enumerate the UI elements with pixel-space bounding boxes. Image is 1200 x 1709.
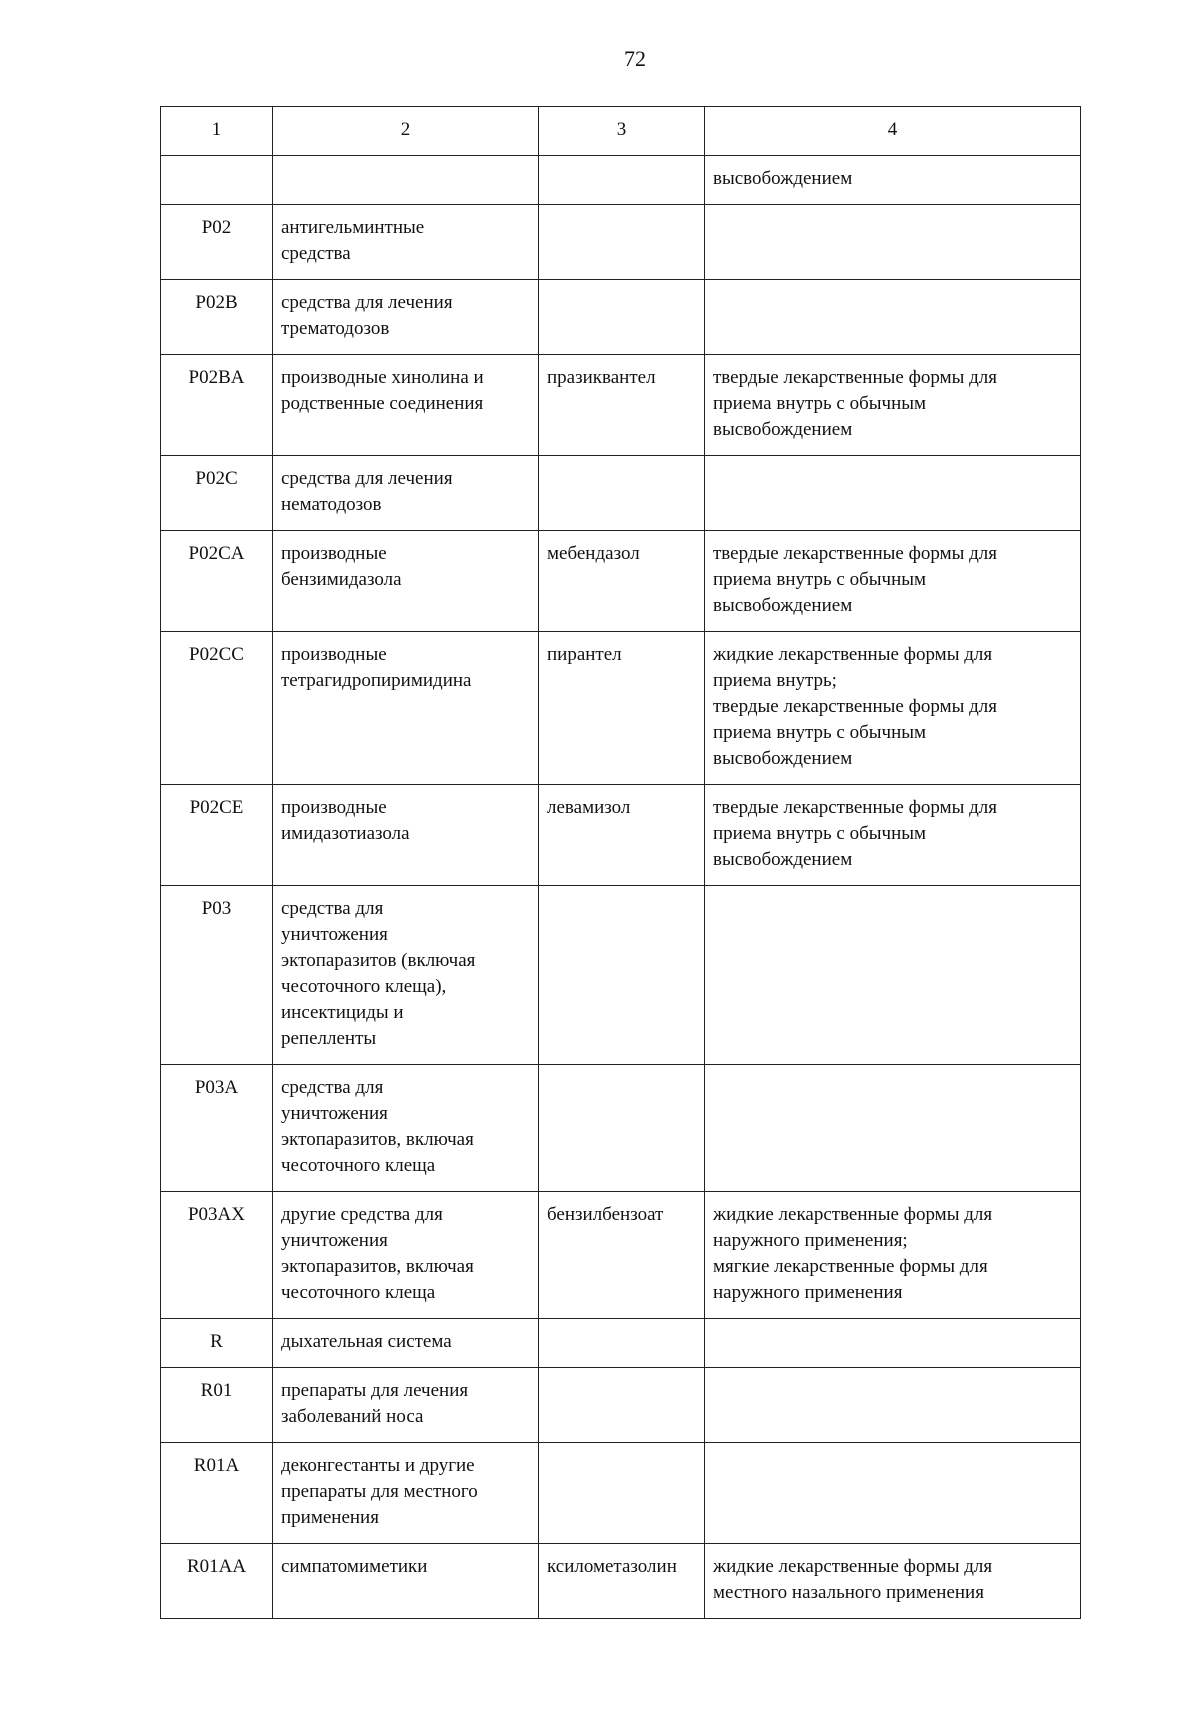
dosage-form-line: твердые лекарственные формы для xyxy=(713,367,998,388)
group-text-line: симпатомиметики xyxy=(281,1556,428,1577)
dosage-forms-cell xyxy=(705,785,1081,886)
group-text-line: применения xyxy=(281,1507,379,1528)
atc-code-cell: R01AA xyxy=(161,1544,273,1619)
header-col-2: 2 xyxy=(273,107,539,156)
group-text-line: чесоточного клеща xyxy=(281,1282,436,1303)
drug-name-cell xyxy=(539,1368,705,1443)
drug-name-cell: ксилометазолин xyxy=(539,1544,705,1619)
atc-code-cell: P02 xyxy=(161,205,273,280)
atc-group-cell xyxy=(273,280,539,355)
group-text-line: другие средства для xyxy=(281,1204,443,1225)
drug-name-cell xyxy=(539,280,705,355)
dosage-form-line: жидкие лекарственные формы для xyxy=(713,644,993,665)
dosage-form-line: высвобождением xyxy=(713,849,853,870)
group-text-line: средства для xyxy=(281,1077,384,1098)
atc-group-cell xyxy=(273,531,539,632)
header-col-4: 4 xyxy=(705,107,1081,156)
atc-group-cell xyxy=(273,355,539,456)
dosage-forms-cell xyxy=(705,1319,1081,1368)
atc-group-cell xyxy=(273,1443,539,1544)
table-row xyxy=(161,785,1081,886)
dosage-form-line: наружного применения xyxy=(713,1282,903,1303)
group-text-line: производные xyxy=(281,644,387,665)
group-text-line: уничтожения xyxy=(281,924,388,945)
group-text-line: препараты для лечения xyxy=(281,1380,469,1401)
group-text-line: нематодозов xyxy=(281,494,382,515)
page-number: 72 xyxy=(624,46,646,71)
dosage-forms-cell xyxy=(705,1368,1081,1443)
table-row xyxy=(161,1544,1081,1619)
atc-code-cell: P02C xyxy=(161,456,273,531)
header-col-1: 1 xyxy=(161,107,273,156)
drug-name-cell xyxy=(539,456,705,531)
dosage-form-line: приема внутрь с обычным xyxy=(713,569,927,590)
group-text-line: антигельминтные xyxy=(281,217,425,238)
dosage-forms-cell xyxy=(705,280,1081,355)
drug-name-cell xyxy=(539,1443,705,1544)
group-text-line: трематодозов xyxy=(281,318,390,339)
atc-code-cell: R01 xyxy=(161,1368,273,1443)
atc-code-cell: P02BA xyxy=(161,355,273,456)
group-text-line: деконгестанты и другие xyxy=(281,1455,475,1476)
group-text-line: чесоточного клеща), xyxy=(281,976,447,997)
table-row xyxy=(161,886,1081,1065)
atc-group-cell xyxy=(273,1192,539,1319)
dosage-forms-cell xyxy=(705,1443,1081,1544)
dosage-form-line: приема внутрь с обычным xyxy=(713,722,927,743)
atc-code-cell: P02CA xyxy=(161,531,273,632)
group-text-line: родственные соединения xyxy=(281,393,484,414)
dosage-forms-cell xyxy=(705,355,1081,456)
group-text-line: средства для лечения xyxy=(281,292,453,313)
drug-name-cell xyxy=(539,886,705,1065)
drug-name-cell: левамизол xyxy=(539,785,705,886)
dosage-forms-cell xyxy=(705,1544,1081,1619)
dosage-form-line: приема внутрь с обычным xyxy=(713,823,927,844)
atc-code-cell: P03A xyxy=(161,1065,273,1192)
atc-group-cell xyxy=(273,632,539,785)
dosage-forms-cell xyxy=(705,632,1081,785)
atc-group-cell xyxy=(273,456,539,531)
dosage-forms-cell xyxy=(705,886,1081,1065)
group-text-line: заболеваний носа xyxy=(281,1406,424,1427)
atc-group-cell xyxy=(273,1065,539,1192)
drug-name-cell: мебендазол xyxy=(539,531,705,632)
atc-code-cell: P03AX xyxy=(161,1192,273,1319)
drug-name-cell xyxy=(539,205,705,280)
group-text-line: тетрагидропиримидина xyxy=(281,670,472,691)
dosage-form-line: местного назального применения xyxy=(713,1582,984,1603)
group-text-line: уничтожения xyxy=(281,1103,388,1124)
table-row xyxy=(161,280,1081,355)
dosage-form-line: твердые лекарственные формы для xyxy=(713,696,998,717)
group-text-line: производные хинолина и xyxy=(281,367,484,388)
drug-name-cell xyxy=(539,156,705,205)
atc-group-cell xyxy=(273,1544,539,1619)
atc-group-cell xyxy=(273,156,539,205)
group-text-line: эктопаразитов (включая xyxy=(281,950,476,971)
atc-group-cell xyxy=(273,1368,539,1443)
table-row xyxy=(161,1192,1081,1319)
atc-code-cell: R01A xyxy=(161,1443,273,1544)
group-text-line: чесоточного клеща xyxy=(281,1155,436,1176)
dosage-form-line: высвобождением xyxy=(713,595,853,616)
atc-group-cell xyxy=(273,886,539,1065)
dosage-form-line: высвобождением xyxy=(713,168,853,189)
table-row xyxy=(161,355,1081,456)
dosage-form-line: приема внутрь; xyxy=(713,670,837,691)
table-body xyxy=(161,156,1081,1619)
dosage-form-line: высвобождением xyxy=(713,748,853,769)
table-row xyxy=(161,205,1081,280)
group-text-line: средства xyxy=(281,243,351,264)
dosage-form-line: жидкие лекарственные формы для xyxy=(713,1204,993,1225)
header-col-3: 3 xyxy=(539,107,705,156)
dosage-form-line: твердые лекарственные формы для xyxy=(713,797,998,818)
group-text-line: производные xyxy=(281,797,387,818)
group-text-line: дыхательная система xyxy=(281,1331,452,1352)
table-row xyxy=(161,1065,1081,1192)
atc-code-cell: P03 xyxy=(161,886,273,1065)
group-text-line: средства для лечения xyxy=(281,468,453,489)
dosage-forms-cell xyxy=(705,531,1081,632)
group-text-line: средства для xyxy=(281,898,384,919)
group-text-line: эктопаразитов, включая xyxy=(281,1256,474,1277)
group-text-line: репелленты xyxy=(281,1028,377,1049)
group-text-line: препараты для местного xyxy=(281,1481,478,1502)
group-text-line: имидазотиазола xyxy=(281,823,410,844)
atc-code-cell: P02CE xyxy=(161,785,273,886)
table-row xyxy=(161,1443,1081,1544)
table-row xyxy=(161,456,1081,531)
dosage-forms-cell xyxy=(705,1192,1081,1319)
atc-group-cell xyxy=(273,205,539,280)
dosage-forms-cell xyxy=(705,156,1081,205)
table-row xyxy=(161,531,1081,632)
dosage-form-line: приема внутрь с обычным xyxy=(713,393,927,414)
drug-name-cell xyxy=(539,1319,705,1368)
table-row xyxy=(161,1319,1081,1368)
drug-name-cell: празиквантел xyxy=(539,355,705,456)
atc-code-cell: R xyxy=(161,1319,273,1368)
dosage-form-line: жидкие лекарственные формы для xyxy=(713,1556,993,1577)
drug-name-cell: бензилбензоат xyxy=(539,1192,705,1319)
dosage-form-line: твердые лекарственные формы для xyxy=(713,543,998,564)
dosage-form-line: наружного применения; xyxy=(713,1230,908,1251)
table-row xyxy=(161,156,1081,205)
drug-classification-table xyxy=(160,106,1081,1619)
drug-name-cell: пирантел xyxy=(539,632,705,785)
group-text-line: инсектициды и xyxy=(281,1002,404,1023)
atc-group-cell xyxy=(273,785,539,886)
dosage-forms-cell xyxy=(705,456,1081,531)
atc-code-cell: P02B xyxy=(161,280,273,355)
group-text-line: бензимидазола xyxy=(281,569,402,590)
dosage-forms-cell xyxy=(705,1065,1081,1192)
group-text-line: производные xyxy=(281,543,387,564)
atc-code-cell: P02CC xyxy=(161,632,273,785)
group-text-line: эктопаразитов, включая xyxy=(281,1129,474,1150)
atc-group-cell xyxy=(273,1319,539,1368)
drug-name-cell xyxy=(539,1065,705,1192)
dosage-form-line: мягкие лекарственные формы для xyxy=(713,1256,988,1277)
dosage-form-line: высвобождением xyxy=(713,419,853,440)
table-row xyxy=(161,1368,1081,1443)
dosage-forms-cell xyxy=(705,205,1081,280)
table-header-row xyxy=(161,107,1081,156)
atc-code-cell xyxy=(161,156,273,205)
table-row xyxy=(161,632,1081,785)
group-text-line: уничтожения xyxy=(281,1230,388,1251)
